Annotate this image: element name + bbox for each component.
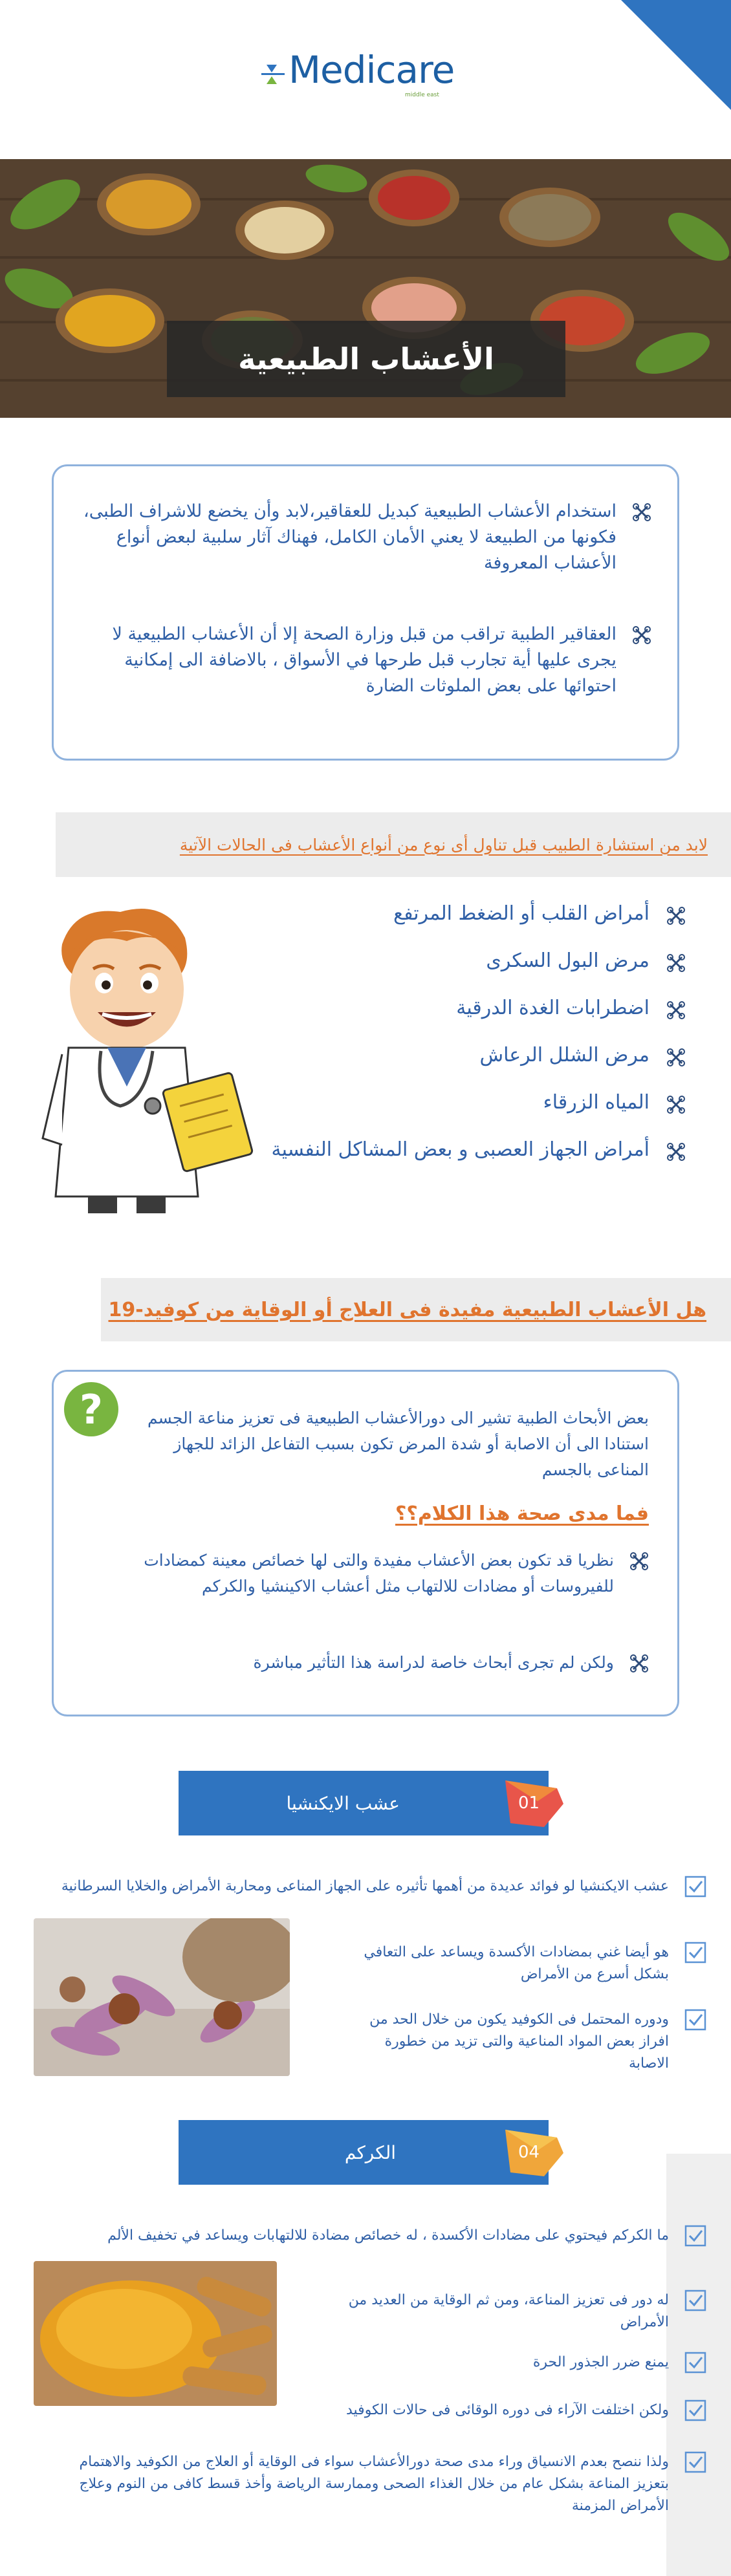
cross-bullet-icon — [666, 906, 686, 925]
covid-item-text: ولكن لم تجرى أبحاث خاصة لدراسة هذا التأثير مباشرة — [253, 1653, 614, 1672]
checkbox-checked-icon — [684, 2009, 706, 2031]
list-item — [233, 1079, 686, 1126]
intro-item — [82, 622, 651, 699]
condition-text: اضطرابات الغدة الدرقية — [456, 997, 649, 1019]
list-item — [233, 1126, 686, 1173]
list-item — [233, 984, 686, 1032]
herb-item-text: له دور فى تعزيز المناعة، ومن ثم الوقاية من العديد من الأمراض — [348, 2292, 669, 2330]
medicare-logo[interactable] — [259, 45, 472, 103]
turmeric-title: الكركم — [344, 2141, 396, 2163]
condition-text: أمراض الجهاز العصبى و بعض المشاكل النفسية — [271, 1138, 649, 1161]
checkbox-checked-icon — [684, 2451, 706, 2473]
turmeric-photo — [34, 2261, 277, 2406]
cross-bullet-icon — [666, 1095, 686, 1114]
checkbox-checked-icon — [684, 2289, 706, 2311]
hero-title-box — [167, 321, 565, 397]
cross-bullet-icon — [666, 1142, 686, 1162]
intro-text: العقاقير الطبية تراقب من قبل وزارة الصحة إلا أن الأعشاب الطبيعية لا يجرى عليها أية تجارب قبل طرحها في الأسواق ، بالاضافة الى إمكانية احتوائها على بعض الملوثات الضارة — [112, 624, 616, 696]
herb-item-text: هو أيضا غني بمضادات الأكسدة ويساعد على التعافي بشكل أسرع من الأمراض — [364, 1944, 669, 1982]
cross-bullet-icon — [666, 953, 686, 973]
consult-heading: لابد من استشارة الطبيب قبل تناول أى نوع من أنواع الأعشاب فى الحالات الآتية — [179, 835, 708, 854]
turmeric-header — [179, 2120, 549, 2185]
list-item — [60, 1876, 706, 1898]
list-item — [233, 937, 686, 984]
list-item — [318, 2352, 706, 2374]
number-badge — [499, 1775, 566, 1831]
herb-item-text: ولذا ننصح بعدم الانسياق وراء مدى صحة دورالأعشاب سواء فى الوقاية أو العلاج من الكوفيد والاهتمام بتعزيز المناعة بشكل عام من خلال الغذاء الصحى وممارسة الرياضة وأخذ قسط كافى من النوم وعلاج الأمراض المزمنة — [79, 2454, 669, 2514]
cross-bullet-icon — [629, 1654, 649, 1673]
echinacea-title: عشب الايكنشيا — [286, 1792, 400, 1814]
list-item — [99, 1650, 649, 1676]
checkbox-checked-icon — [684, 2225, 706, 2247]
logo-tagline: middle east — [405, 92, 439, 98]
cross-bullet-icon — [632, 503, 651, 522]
cross-bullet-icon — [666, 1001, 686, 1020]
logo-mark-icon — [259, 45, 289, 103]
covid-card — [52, 1370, 679, 1716]
covid-heading: هل الأعشاب الطبيعية مفيدة فى العلاج أو الوقاية من كوفيد-19 — [108, 1298, 706, 1321]
cross-bullet-icon — [666, 1048, 686, 1067]
consult-heading-band — [56, 812, 731, 877]
checkbox-checked-icon — [684, 2399, 706, 2421]
herb-item-text: ولكن اختلفت الآراء فى دوره الوقائى فى حالات الكوفيد — [345, 2402, 669, 2418]
covid-paragraph: بعض الأبحاث الطبية تشير الى دورالأعشاب الطبيعية فى تعزيز مناعة الجسم استنادا الى أن الاصابة أو شدة المرض تكون بسبب التفاعل الزائد للجهاز المناعى بالجسم — [147, 1409, 649, 1479]
badge-number: 01 — [518, 1793, 540, 1813]
intro-item — [82, 499, 651, 576]
corner-decoration — [621, 0, 731, 110]
list-item — [233, 890, 686, 937]
conditions-list — [233, 890, 686, 1173]
checkbox-checked-icon — [684, 1942, 706, 1964]
cross-bullet-icon — [632, 625, 651, 645]
checkbox-checked-icon — [684, 2352, 706, 2374]
badge-number: 04 — [518, 2143, 540, 2162]
list-item — [60, 2451, 706, 2517]
herb-item-text: يمنع ضرر الجذور الحرة — [532, 2354, 669, 2370]
condition-text: مرض الشلل الرعاش — [479, 1044, 649, 1066]
list-item — [344, 1942, 706, 1986]
list-item — [344, 2009, 706, 2075]
intro-card — [52, 464, 679, 761]
doctor-cartoon-icon — [23, 893, 256, 1216]
condition-text: المياه الزرقاء — [543, 1091, 649, 1114]
hero-title: الأعشاب الطبيعية — [238, 341, 494, 376]
echinacea-photo — [34, 1918, 290, 2076]
list-item — [233, 1032, 686, 1079]
turmeric-powder-illustration — [34, 2261, 277, 2406]
list-item — [60, 2225, 706, 2247]
list-item — [318, 2289, 706, 2333]
echinacea-flowers-illustration — [34, 1918, 290, 2076]
checkbox-checked-icon — [684, 1876, 706, 1898]
condition-text: أمراض القلب أو الضغط المرتفع — [393, 902, 649, 925]
herb-item-text: ما الكركم فيحتوي على مضادات الأكسدة ، له خصائص مضادة للالتهابات ويساعد في تخفيف الألم — [107, 2227, 669, 2244]
herb-item-text: ودوره المحتمل فى الكوفيد يكون من خلال الحد من افراز بعض المواد المناعية والتى تزيد من خطورة الاصابة — [369, 2011, 669, 2072]
covid-question: فما مدى صحة هذا الكلام؟؟ — [395, 1502, 649, 1525]
number-badge — [499, 2125, 566, 2180]
covid-item-text: نظريا قد تكون بعض الأعشاب مفيدة والتى لها خصائص معينة كمضادات للفيروسات أو مضادات للالتهاب مثل أعشاب الاكينشيا والكركم — [144, 1551, 614, 1596]
question-mark-icon: ? — [64, 1382, 118, 1436]
list-item — [318, 2399, 706, 2421]
list-item — [99, 1548, 649, 1599]
herb-item-text: عشب الايكنشيا لو فوائد عديدة من أهمها تأثيره على الجهاز المناعى ومحاربة الأمراض والخلايا السرطانية — [61, 1878, 669, 1894]
echinacea-header — [179, 1771, 549, 1835]
logo-wordmark: Medicare — [289, 48, 455, 92]
intro-text: استخدام الأعشاب الطبيعية كبديل للعقاقير،لابد وأن يخضع للاشراف الطبى، فكونها من الطبيعة لا يعني الأمان الكامل، فهناك آثار سلبية لبعض أنواع الأعشاب المعروفة — [83, 501, 616, 573]
condition-text: مرض البول السكرى — [486, 949, 649, 972]
cross-bullet-icon — [629, 1552, 649, 1571]
covid-heading-band — [101, 1278, 731, 1341]
